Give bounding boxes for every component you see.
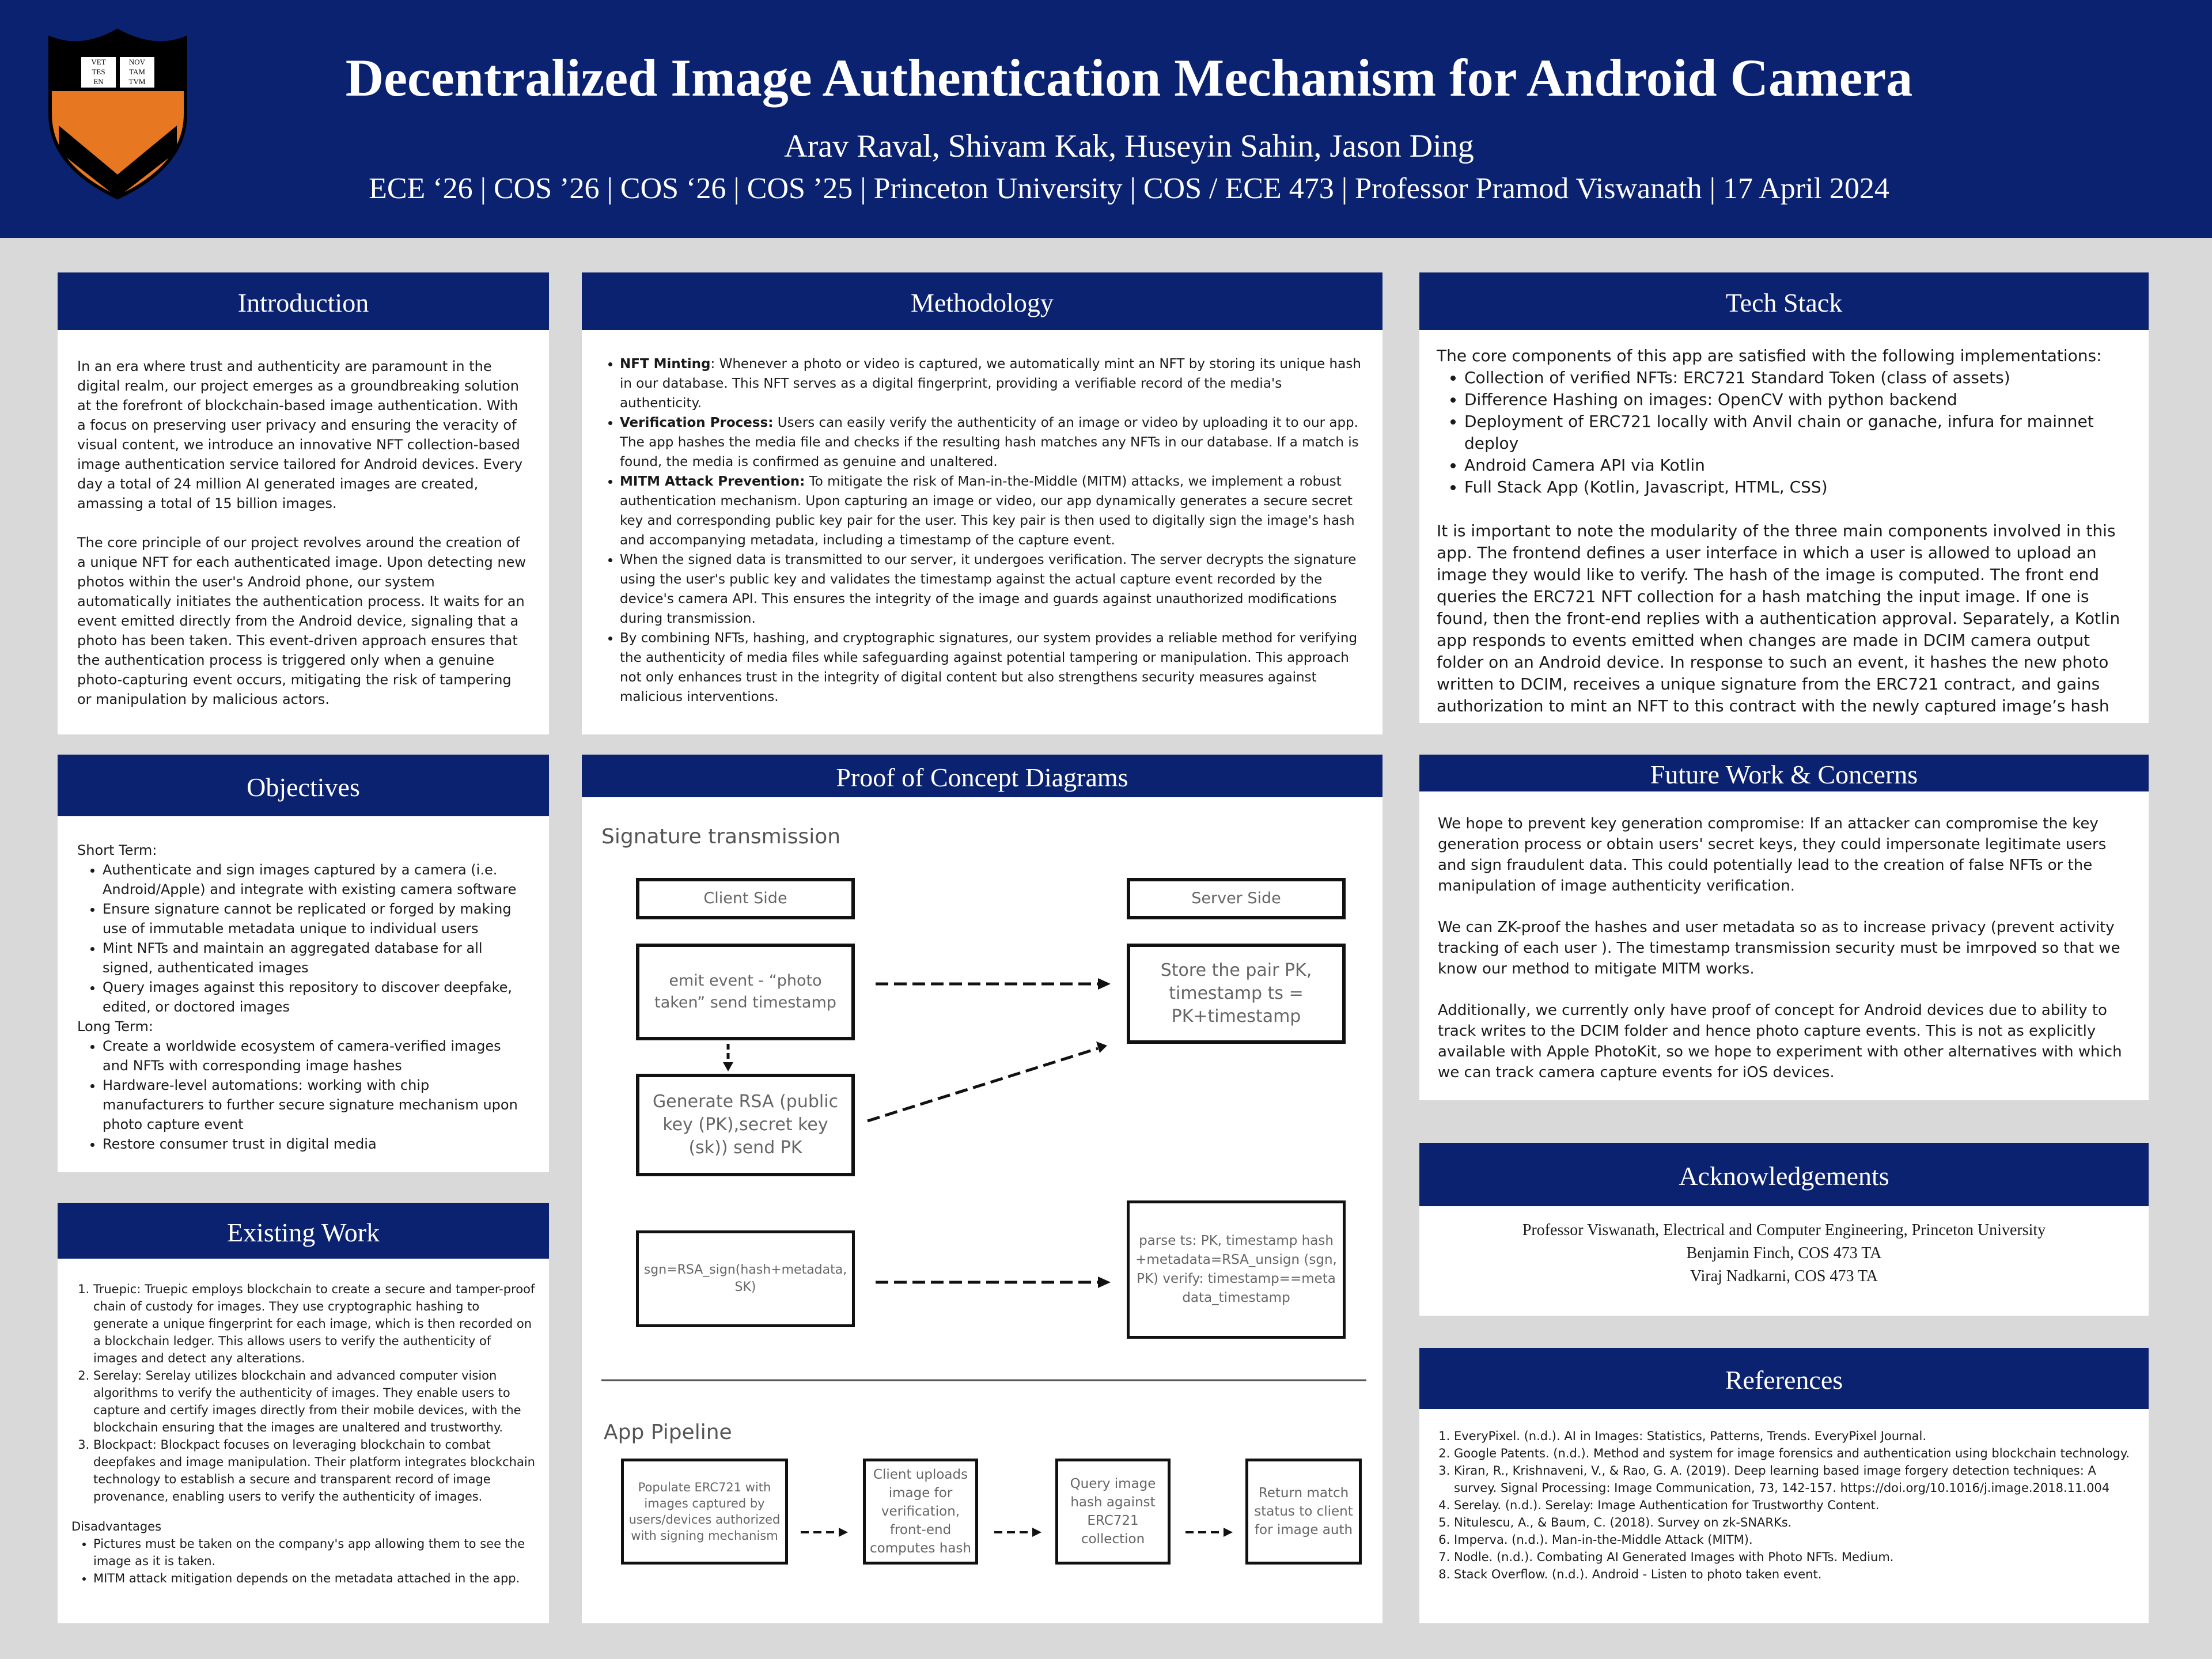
crest-text-3: EN (93, 77, 104, 86)
list-item: • Ensure signature cannot be replicated or forged by making use of immutable metadata unique to individual users (103, 899, 529, 938)
server-verification-text: When the signed data is transmitted to our server, it undergoes verification. The server decrypts the signature using the user's public key and validates the timestamp against the actual capture event recorded by the device's camera API. This ensures the integrity of the image and guards against unauthorized modifications during transmission. (620, 552, 1357, 626)
proof-of-concept-panel (582, 755, 1382, 1623)
list-item: 6. Imperva. (n.d.). Man-in-the-Middle Attack (MITM). (1454, 1531, 2131, 1548)
signature-diagram (582, 797, 1382, 1623)
tech-stack-list (1437, 367, 2131, 498)
app-pipeline-title: App Pipeline (604, 1421, 732, 1444)
objectives-short-list (77, 860, 529, 1017)
poster-affiliation: ECE ‘26 | COS ’26 | COS ‘26 | COS ’25 | Princeton University | COS / ECE 473 | Professor Pramod Viswanath | 17 April 2024 (369, 172, 1889, 205)
list-item (620, 472, 1362, 550)
poster-title: Decentralized Image Authentication Mechanism for Android Camera (345, 48, 1913, 107)
arrowhead-icon (1098, 978, 1111, 990)
mitm-text: To mitigate the risk of Man-in-the-Middle (MITM) attacks, we implement a robust authentication mechanism. Upon capturing an image or video, our app dynamically generates a secure secret key and corresponding public key pair for the user. This key pair is then used to digitally sign the image's hash and accompanying metadata, including a timestamp of the capture event. (620, 474, 1355, 548)
list-item: • Hardware-level automations: working with chip manufacturers to further secure signature mechanism upon photo capture event (103, 1075, 529, 1134)
arrowhead-icon (839, 1528, 848, 1537)
poster-authors: Arav Raval, Shivam Kak, Huseyin Sahin, Jason Ding (784, 128, 1474, 164)
client-side-box: Client Side (636, 878, 855, 919)
tech-stack-heading: Tech Stack (1419, 272, 2149, 330)
future-work-paragraph-2: We can ZK-proof the hashes and user metadata so as to increase privacy (prevent activity tracking of each user ). The timestamp transmission security must be imrpoved so that we know our method to mitigate MITM works. (1438, 919, 2120, 978)
arrowhead-icon (1224, 1528, 1233, 1537)
pipeline-step-4: Return match status to client for image auth (1245, 1459, 1362, 1565)
objectives-long-list (77, 1036, 529, 1154)
objectives-long-label: Long Term: (77, 1018, 153, 1035)
list-item: • Difference Hashing on images: OpenCV with python backend (1464, 389, 2131, 411)
references-heading: References (1419, 1348, 2149, 1409)
list-item: • Query images against this repository to discover deepfake, edited, or doctored images (103, 978, 529, 1017)
crest-text-1: VET (91, 58, 106, 66)
list-item (620, 628, 1362, 707)
disadvantages-label: Disadvantages (71, 1520, 162, 1533)
methodology-list (600, 354, 1362, 707)
existing-work-heading: Existing Work (58, 1203, 549, 1259)
arrowhead-icon (1096, 1041, 1107, 1053)
summary-text: By combining NFTs, hashing, and cryptographic signatures, our system provides a reliable method for verifying the authenticity of media files while safeguarding against potential tampering or manipulation. This approach not only enhances trust in the integrity of digital content but also strengthens security measures against malicious interventions. (620, 631, 1358, 704)
references-panel (1419, 1348, 2149, 1623)
tech-stack-panel (1419, 272, 2149, 723)
list-item: • Authenticate and sign images captured by a camera (i.e. Android/Apple) and integrate with existing camera software (103, 860, 529, 899)
arrowhead-icon (723, 1062, 733, 1071)
list-item: 1. Truepic: Truepic employs blockchain to create a secure and tamper-proof chain of custody for images. They use cryptographic hashing to generate a unique fingerprint for each image, which is then recorded on a blockchain ledger. This allows users to verify the authenticity of images and detect any alterations. (93, 1281, 535, 1367)
tech-stack-paragraph: It is important to note the modularity of the three main components involved in this app. The frontend defines a user interface in which a user is allowed to upload an image they would like to verify. The hash of the image is computed. The front end queries the ERC721 NFT collection for a hash matching the input image. If one is found, then the front-end replies with a authentication approval. Separately, a Kotlin app responds to events emitted when changes are made in DCIM camera output folder on an Android device. In response to such an event, it hashes the new photo written to DCIM, receives a unique signature from the ERC721 contract, and gains authorization to mint an NFT to this contract with the newly captured image’s hash (1437, 521, 2120, 715)
parse-verify-box: parse ts: PK, timestamp hash+metadata=RSA_unsign (sgn, PK) verify: timestamp==metadata_timestamp (1127, 1200, 1346, 1339)
sign-box: sgn=RSA_sign(hash+metadata, SK) (636, 1230, 855, 1327)
list-item: 2. Google Patents. (n.d.). Method and system for image forensics and authentication using blockchain technology. (1454, 1445, 2131, 1462)
list-item: • Mint NFTs and maintain an aggregated database for all signed, authenticated images (103, 938, 529, 978)
poc-heading: Proof of Concept Diagrams (582, 755, 1382, 797)
verification-text: Users can easily verify the authenticity of an image or video by uploading it to our app. The app hashes the media file and checks if the resulting hash matches any NFTs in our database. If a match is found, the media is confirmed as genuine and unaltered. (620, 415, 1359, 469)
emit-event-box: emit event - “photo taken” send timestamp (636, 944, 855, 1040)
list-item: 7. Nodle. (n.d.). Combating AI Generated Images with Photo NFTs. Medium. (1454, 1548, 2131, 1566)
nft-minting-text: : Whenever a photo or video is captured, we automatically mint an NFT by storing its unique hash in our database. This NFT serves as a digital fingerprint, providing a verifiable record of the media's authenticity. (620, 357, 1361, 411)
mitm-label: MITM Attack Prevention: (620, 474, 805, 489)
list-item: • Create a worldwide ecosystem of camera-verified images and NFTs with corresponding image hashes (103, 1036, 529, 1075)
list-item: • Deployment of ERC721 locally with Anvil chain or ganache, infura for mainnet deploy (1464, 411, 2131, 454)
list-item: 1. EveryPixel. (n.d.). AI in Images: Statistics, Patterns, Trends. EveryPixel Journal. (1454, 1427, 2131, 1445)
acknowledgements-heading: Acknowledgements (1419, 1143, 2149, 1206)
introduction-panel (58, 272, 549, 734)
objectives-panel (58, 755, 549, 1172)
crest-text-4: NOV (128, 58, 146, 66)
pipeline-step-1: Populate ERC721 with images captured by users/devices authorized with signing mechanism (621, 1459, 788, 1565)
future-work-paragraph-3: Additionally, we currently only have proof of concept for Android devices due to ability to track writes to the DCIM folder and hence photo capture events. This is not as explicitly available with Apple PhotoKit, so we hope to experiment with other alternatives with which we can track camera capture events for iOS devices. (1438, 1002, 2122, 1081)
list-item: • Android Camera API via Kotlin (1464, 454, 2131, 476)
list-item: • Full Stack App (Kotlin, Javascript, HTML, CSS) (1464, 476, 2131, 498)
references-list (1431, 1427, 2131, 1583)
crest-text-6: TVM (128, 77, 146, 86)
crest-text-5: TAM (129, 67, 145, 76)
list-item (620, 413, 1362, 472)
existing-work-list (71, 1281, 535, 1505)
future-work-heading: Future Work & Concerns (1419, 755, 2149, 791)
list-item: • Restore consumer trust in digital media (103, 1134, 529, 1154)
existing-work-panel (58, 1203, 549, 1623)
list-item: 5. Nitulescu, A., & Baum, C. (2018). Survey on zk-SNARKs. (1454, 1514, 2131, 1531)
list-item: • Collection of verified NFTs: ERC721 Standard Token (class of assets) (1464, 367, 2131, 389)
tech-stack-intro: The core components of this app are satisfied with the following implementations: (1437, 346, 2102, 365)
acknowledgements-panel (1419, 1143, 2149, 1316)
list-item: 4. Serelay. (n.d.). Serelay: Image Authentication for Trustworthy Content. (1454, 1497, 2131, 1514)
server-side-box: Server Side (1127, 878, 1346, 919)
acknowledgement-line: Professor Viswanath, Electrical and Computer Engineering, Princeton University (1522, 1221, 2046, 1239)
methodology-heading: Methodology (582, 272, 1382, 330)
store-pair-box: Store the pair PK, timestamp ts = PK+timestamp (1127, 944, 1346, 1044)
pipeline-step-2: Client uploads image for verification, front-end computes hash (863, 1459, 978, 1565)
acknowledgement-line: Benjamin Finch, COS 473 TA (1686, 1244, 1882, 1262)
list-item (620, 550, 1362, 628)
objectives-heading: Objectives (58, 755, 549, 816)
list-item: 3. Blockpact: Blockpact focuses on leveraging blockchain to combat deepfakes and image manipulation. Their platform integrates blockchain technology to establish a secure and transparent record of image provenance, enabling users to verify the authenticity of images. (93, 1436, 535, 1505)
list-item: 2. Serelay: Serelay utilizes blockchain and advanced computer vision algorithms to verify the authenticity of images. They enable users to capture and certify images directly from their mobile devices, with the blockchain ensuring that the images are unaltered and trustworthy. (93, 1367, 535, 1436)
arrowhead-icon (1098, 1277, 1111, 1288)
verification-label: Verification Process: (620, 415, 774, 430)
nft-minting-label: NFT Minting (620, 357, 711, 372)
list-item (620, 354, 1362, 413)
introduction-heading: Introduction (58, 272, 549, 330)
introduction-paragraph-1: In an era where trust and authenticity are paramount in the digital realm, our project emerges as a groundbreaking solution at the forefront of blockchain-based image authentication. With a focus on preserving user privacy and ensuring the veracity of visual content, we introduce an innovative NFT collection-based image authentication service tailored for Android devices. Every day a total of 24 million AI generated images are created, amassing a total of 15 billion images. (77, 358, 523, 512)
signature-transmission-title: Signature transmission (601, 825, 841, 849)
list-item: • Pictures must be taken on the company's app allowing them to see the image as it is taken. (93, 1535, 535, 1570)
list-item: • MITM attack mitigation depends on the metadata attached in the app. (93, 1570, 535, 1587)
crest-text-2: TES (92, 67, 105, 76)
acknowledgement-line: Viraj Nadkarni, COS 473 TA (1690, 1267, 1878, 1285)
objectives-short-label: Short Term: (77, 842, 157, 858)
generate-rsa-box: Generate RSA (public key (PK),secret key (sk)) send PK (636, 1074, 855, 1176)
arrowhead-icon (1032, 1528, 1041, 1537)
list-item: 8. Stack Overflow. (n.d.). Android - Listen to photo taken event. (1454, 1566, 2131, 1583)
pipeline-step-3: Query image hash against ERC721 collection (1055, 1459, 1171, 1565)
disadvantages-list (71, 1535, 535, 1587)
dashed-arrow-line (868, 1048, 1098, 1121)
list-item: 3. Kiran, R., Krishnaveni, V., & Rao, G. A. (2019). Deep learning based image forgery detection techniques: A survey. Signal Processing: Image Communication, 73, 142-157. https://doi.org/10.1016/j.image.2018.11.004 (1454, 1462, 2131, 1497)
future-work-panel (1419, 755, 2149, 1100)
future-work-paragraph-1: We hope to prevent key generation compromise: If an attacker can compromise the key generation process or obtain users' secret keys, they could impersonate legitimate users and sign fraudulent data. This could potentially lead to the creation of false NFTs or the manipulation of image authenticity verification. (1438, 815, 2107, 895)
introduction-paragraph-2: The core principle of our project revolves around the creation of a unique NFT for each authenticated image. Upon detecting new photos within the user's Android phone, our system automatically initiates the authentication process. It waits for an event emitted directly from the Android device, signaling that a photo has been taken. This event-driven approach ensures that the authentication process is triggered only when a genuine photo-capturing event occurs, mitigating the risk of tampering or manipulation by malicious actors. (77, 535, 527, 707)
methodology-panel (582, 272, 1382, 734)
poster-header (0, 0, 2212, 238)
